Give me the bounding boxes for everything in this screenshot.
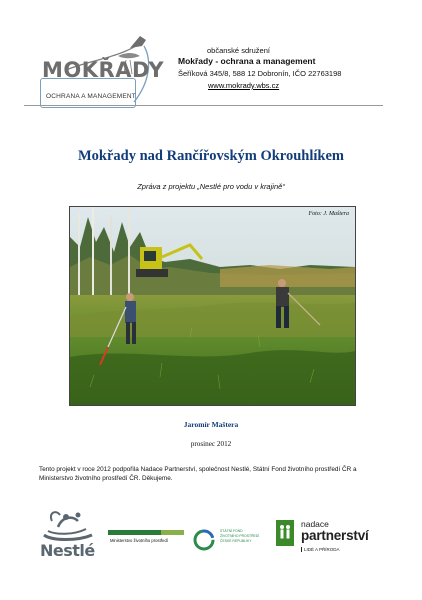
sfzp-logo — [192, 528, 272, 556]
nest-icon — [38, 505, 102, 545]
partnerstvi-tagline: LIDÉ A PŘÍRODA — [301, 547, 340, 552]
photo-illustration — [70, 207, 355, 405]
nadace-label: nadace — [301, 519, 329, 529]
people-icon — [276, 520, 294, 546]
org-website-link[interactable]: www.mokrady.wbs.cz — [208, 81, 280, 90]
document-date: prosinec 2012 — [190, 440, 232, 448]
ministry-logo — [108, 530, 188, 550]
ministry-name: Ministerstvo životního prostředí — [110, 538, 168, 543]
photo-credit: Foto: J. Maštera — [308, 211, 349, 217]
nestle-wordmark: Nestlé — [40, 541, 95, 560]
sfzp-line-2: ŽIVOTNÍHO PROSTŘEDÍ — [220, 534, 260, 538]
org-address: Šeříková 345/8, 588 12 Dobronín, IČO 22763198 — [178, 69, 342, 78]
sfzp-name — [220, 529, 259, 544]
logo-subtitle: OCHRANA A MANAGEMENT — [46, 93, 136, 100]
partnerstvi-wordmark: partnerství — [301, 528, 369, 543]
document-subtitle: Zpráva z projektu „Nestlé pro vodu v krajině“ — [137, 182, 285, 191]
document-title: Mokřady nad Rančířovským Okrouhlíkem — [77, 148, 344, 164]
sfzp-circle-icon — [192, 528, 216, 552]
author-name: Jaromír Maštera — [183, 420, 239, 429]
support-statement: Tento projekt v roce 2012 podpořila Nadace Partnerství, společnost Nestlé, Státní Fond životního prostředí ČR a Ministerstvo životního prostředí ČR. Děkujeme. — [39, 466, 357, 482]
logo-wordmark: MOKŘADY — [42, 58, 165, 82]
ministry-logo-stripe — [108, 530, 184, 535]
org-type: občanské sdružení — [207, 46, 270, 55]
header-divider — [24, 105, 383, 106]
wetland-photo — [69, 206, 356, 406]
sfzp-line-1: STÁTNÍ FOND — [220, 529, 243, 533]
mokrady-logo — [30, 30, 165, 110]
partnerstvi-emblem-icon — [276, 520, 294, 546]
nadace-partnerstvi-logo — [276, 520, 386, 556]
org-name: Mokřady - ochrana a management — [178, 56, 316, 66]
sfzp-line-3: ČESKÉ REPUBLIKY — [220, 539, 252, 543]
nestle-logo — [38, 505, 102, 563]
